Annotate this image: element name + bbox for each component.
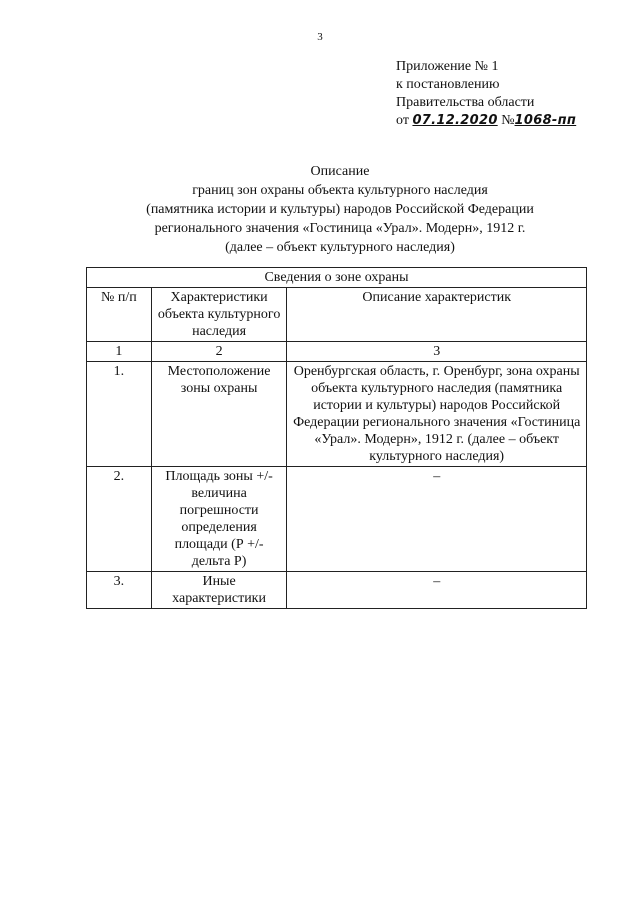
- col-number-2: 2: [151, 342, 287, 362]
- document-title: [60, 162, 620, 257]
- title-line-5: (далее – объект культурного наследия): [225, 240, 455, 255]
- col-header-characteristic: Характеристики объекта культурного наследия: [151, 288, 287, 342]
- row-characteristic: Площадь зоны +/- величина погрешности определения площади (Р +/- дельта Р): [151, 467, 287, 572]
- appendix-line-1: Приложение № 1: [396, 59, 499, 74]
- appendix-date-line: [396, 112, 576, 130]
- appendix-block: [396, 58, 576, 130]
- table-row: [87, 572, 587, 609]
- row-num: 3.: [87, 572, 152, 609]
- table-header: Сведения о зоне охраны: [87, 268, 587, 288]
- handwritten-number: 1068-пп: [514, 113, 577, 128]
- table-row: [87, 467, 587, 572]
- zone-info-table: [86, 267, 587, 609]
- table-row: [87, 362, 587, 467]
- appendix-line-2: к постановлению: [396, 77, 500, 92]
- row-characteristic: Местоположение зоны охраны: [151, 362, 287, 467]
- column-numbers-row: [87, 342, 587, 362]
- row-description: –: [287, 467, 587, 572]
- row-description: –: [287, 572, 587, 609]
- col-number-1: 1: [87, 342, 152, 362]
- title-line-1: Описание: [310, 164, 370, 179]
- handwritten-date: 07.12.2020: [412, 113, 498, 128]
- column-headers-row: [87, 288, 587, 342]
- col-header-num: № п/п: [87, 288, 152, 342]
- appendix-line-3: Правительства области: [396, 95, 535, 110]
- col-header-description: Описание характеристик: [287, 288, 587, 342]
- title-line-3: (памятника истории и культуры) народов Российской Федерации: [146, 202, 534, 217]
- row-characteristic: Иные характеристики: [151, 572, 287, 609]
- row-num: 1.: [87, 362, 152, 467]
- number-sign: №: [501, 113, 515, 128]
- table-header-row: [87, 268, 587, 288]
- title-line-4: регионального значения «Гостиница «Урал». Модерн», 1912 г.: [154, 221, 526, 236]
- title-line-2: границ зон охраны объекта культурного наследия: [192, 183, 488, 198]
- row-description: Оренбургская область, г. Оренбург, зона охраны объекта культурного наследия (памятника истории и культуры) народов Российской Федерации регионального значения «Гостиница «Урал». Модерн», 1912 г. (далее – объект культурного наследия): [287, 362, 587, 467]
- col-number-3: 3: [287, 342, 587, 362]
- page-number: 3: [317, 31, 323, 43]
- row-num: 2.: [87, 467, 152, 572]
- date-prefix: от: [396, 113, 409, 128]
